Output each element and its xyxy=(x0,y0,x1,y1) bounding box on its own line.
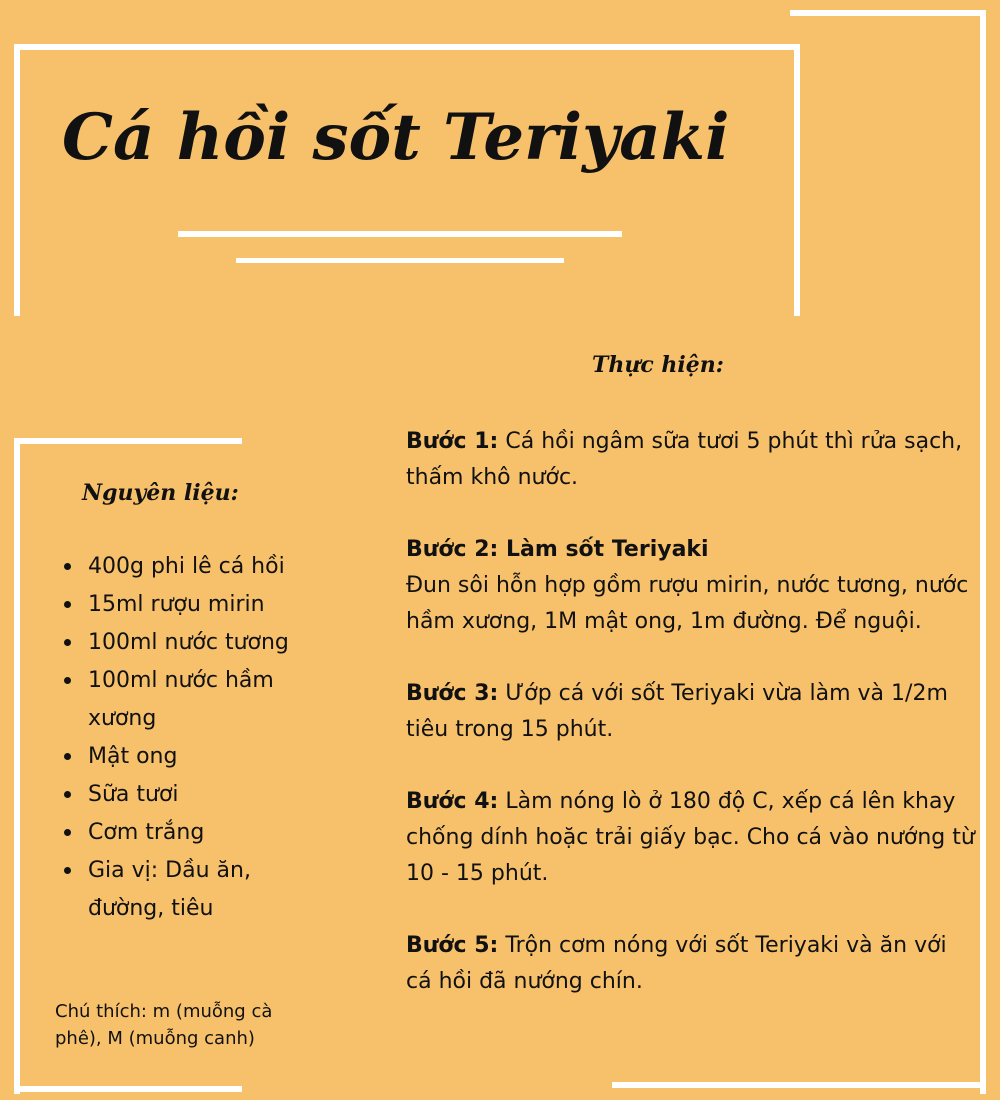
ingredient-item: Gia vị: Dầu ăn, đường, tiêu xyxy=(62,852,322,928)
top-frame-right xyxy=(794,44,800,316)
ingredient-item: 100ml nước hầm xương xyxy=(62,662,322,738)
ingredients-note: Chú thích: m (muỗng cà phê), M (muỗng canh) xyxy=(55,1001,273,1049)
step-4-label: Bước 4: xyxy=(406,789,499,814)
step-2 xyxy=(406,532,976,640)
right-frame-side xyxy=(980,10,986,1094)
step-5-label: Bước 5: xyxy=(406,933,499,958)
title-underline-2 xyxy=(236,258,564,263)
top-frame-top xyxy=(14,44,800,50)
ingredient-item: Sữa tươi xyxy=(62,776,322,814)
right-frame-bottom xyxy=(612,1082,986,1088)
step-2-text: Đun sôi hỗn hợp gồm rượu mirin, nước tương, nước hầm xương, 1M mật ong, 1m đường. Để nguội. xyxy=(406,573,969,634)
step-1-label: Bước 1: xyxy=(406,429,499,454)
step-4-text: Làm nóng lò ở 180 độ C, xếp cá lên khay chống dính hoặc trải giấy bạc. Cho cá vào nướng từ 10 - 15 phút. xyxy=(406,789,975,886)
step-2-label: Bước 2: Làm sốt Teriyaki xyxy=(406,537,709,562)
left-frame-bottom xyxy=(14,1086,242,1092)
step-1 xyxy=(406,424,976,496)
left-frame-top xyxy=(14,438,242,444)
left-frame-side xyxy=(14,438,20,1094)
step-3 xyxy=(406,676,976,748)
right-frame-top xyxy=(790,10,986,16)
step-4 xyxy=(406,784,976,892)
instruction-steps xyxy=(406,424,976,1036)
step-3-text: Ướp cá với sốt Teriyaki vừa làm và 1/2m tiêu trong 15 phút. xyxy=(406,681,948,742)
ingredient-list xyxy=(62,548,322,928)
ingredients-heading: Nguyên liệu: xyxy=(82,480,239,506)
recipe-title: Cá hồi sốt Teriyaki xyxy=(62,100,730,175)
step-3-label: Bước 3: xyxy=(406,681,499,706)
ingredient-item: 100ml nước tương xyxy=(62,624,322,662)
instructions-heading: Thực hiện: xyxy=(592,352,724,378)
ingredient-item: 400g phi lê cá hồi xyxy=(62,548,322,586)
step-5 xyxy=(406,928,976,1000)
ingredient-item: Cơm trắng xyxy=(62,814,322,852)
title-underline-1 xyxy=(178,231,622,237)
step-1-text: Cá hồi ngâm sữa tươi 5 phút thì rửa sạch, thấm khô nước. xyxy=(406,429,963,490)
top-frame-left xyxy=(14,44,20,316)
ingredient-item: 15ml rượu mirin xyxy=(62,586,322,624)
ingredient-item: Mật ong xyxy=(62,738,322,776)
step-5-text: Trộn cơm nóng với sốt Teriyaki và ăn với cá hồi đã nướng chín. xyxy=(406,933,947,994)
